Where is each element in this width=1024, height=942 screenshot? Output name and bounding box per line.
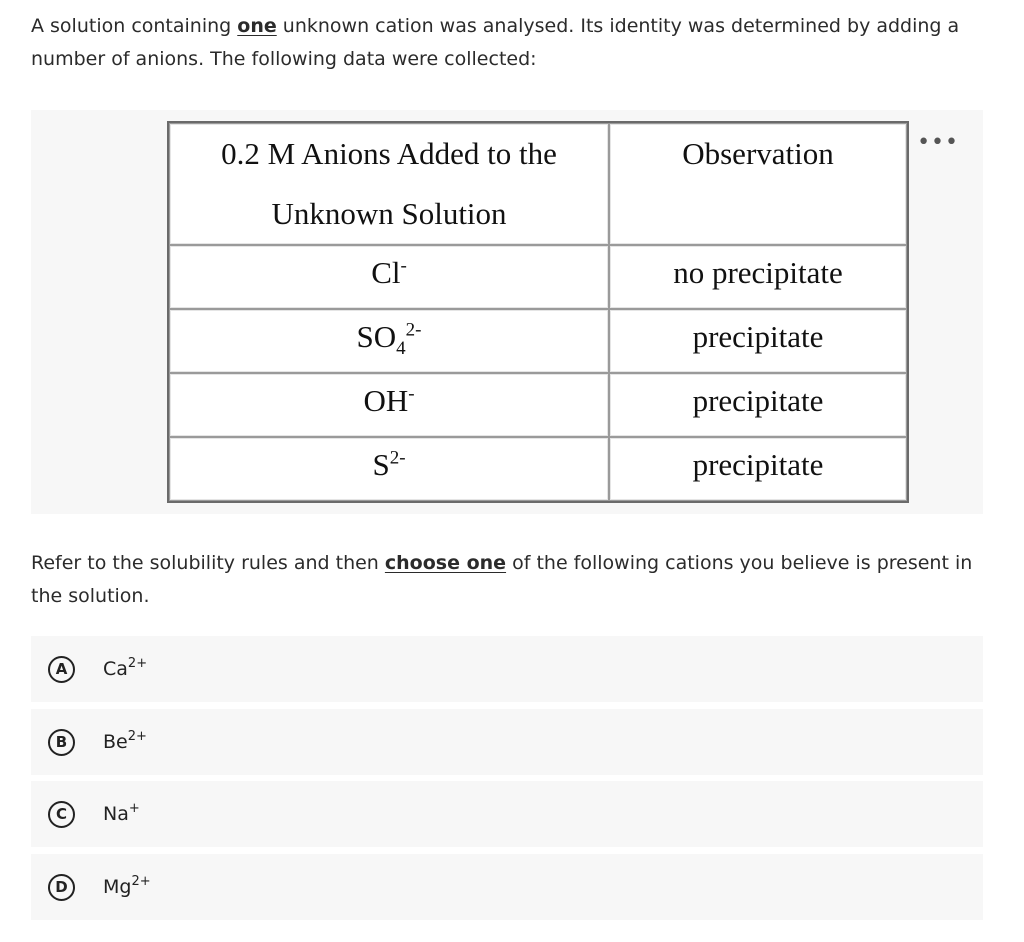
anion-subscript: 4 xyxy=(396,338,406,360)
cation-symbol: Ca xyxy=(103,658,128,680)
option-letter-a: A xyxy=(48,656,75,683)
option-label-b xyxy=(103,729,147,755)
cation-symbol: Be xyxy=(103,731,128,753)
cation-charge: + xyxy=(128,801,140,816)
anion-symbol: SO xyxy=(356,319,397,354)
table-row xyxy=(169,309,907,373)
header-anions-line1: 0.2 M Anions Added to the xyxy=(221,136,557,171)
anion-charge: - xyxy=(400,255,407,277)
answer-option-d[interactable] xyxy=(31,854,983,920)
observation-cell: precipitate xyxy=(609,373,907,437)
more-options-icon[interactable]: ••• xyxy=(917,130,959,155)
question-intro xyxy=(31,10,996,76)
table-row xyxy=(169,245,907,309)
header-anions-line2: Unknown Solution xyxy=(271,196,507,231)
anion-charge: 2- xyxy=(389,447,406,469)
anion-cell xyxy=(169,309,609,373)
prompt-text-1: Refer to the solubility rules and then xyxy=(31,552,385,574)
option-letter-d: D xyxy=(48,874,75,901)
table-header-row xyxy=(169,123,907,245)
option-letter-b: B xyxy=(48,729,75,756)
answer-option-a[interactable] xyxy=(31,636,983,702)
anion-cell xyxy=(169,373,609,437)
question-prompt xyxy=(31,547,996,613)
anion-symbol: OH xyxy=(363,383,409,418)
anion-charge: 2- xyxy=(405,319,422,341)
observation-cell: no precipitate xyxy=(609,245,907,309)
intro-text-1: A solution containing xyxy=(31,15,238,37)
prompt-text-2: of the following cations you believe is present in the solution. xyxy=(31,552,973,607)
cation-charge: 2+ xyxy=(131,874,151,889)
option-label-d xyxy=(103,874,151,900)
intro-text-2: unknown cation was analysed. Its identity was determined by adding a number of anions. The following data were collected: xyxy=(31,15,960,70)
observation-cell: precipitate xyxy=(609,437,907,501)
option-label-c xyxy=(103,801,140,827)
answer-option-c[interactable] xyxy=(31,781,983,847)
anion-symbol: Cl xyxy=(371,255,401,290)
option-letter-c: C xyxy=(48,801,75,828)
prompt-emphasis: choose one xyxy=(384,552,507,574)
option-label-a xyxy=(103,656,147,682)
intro-emphasis: one xyxy=(237,15,277,37)
table-row xyxy=(169,373,907,437)
cation-charge: 2+ xyxy=(127,656,148,671)
anion-charge: - xyxy=(408,383,415,405)
table-row xyxy=(169,437,907,501)
header-observation: Observation xyxy=(609,123,907,245)
header-anions xyxy=(169,123,609,245)
observation-cell: precipitate xyxy=(609,309,907,373)
table-panel xyxy=(31,110,983,514)
cation-symbol: Mg xyxy=(103,876,132,898)
anion-cell xyxy=(169,437,609,501)
answer-option-b[interactable] xyxy=(31,709,983,775)
anion-observation-table xyxy=(167,121,909,503)
cation-symbol: Na xyxy=(103,803,129,825)
anion-cell xyxy=(169,245,609,309)
anion-symbol: S xyxy=(372,447,390,482)
cation-charge: 2+ xyxy=(127,729,147,744)
